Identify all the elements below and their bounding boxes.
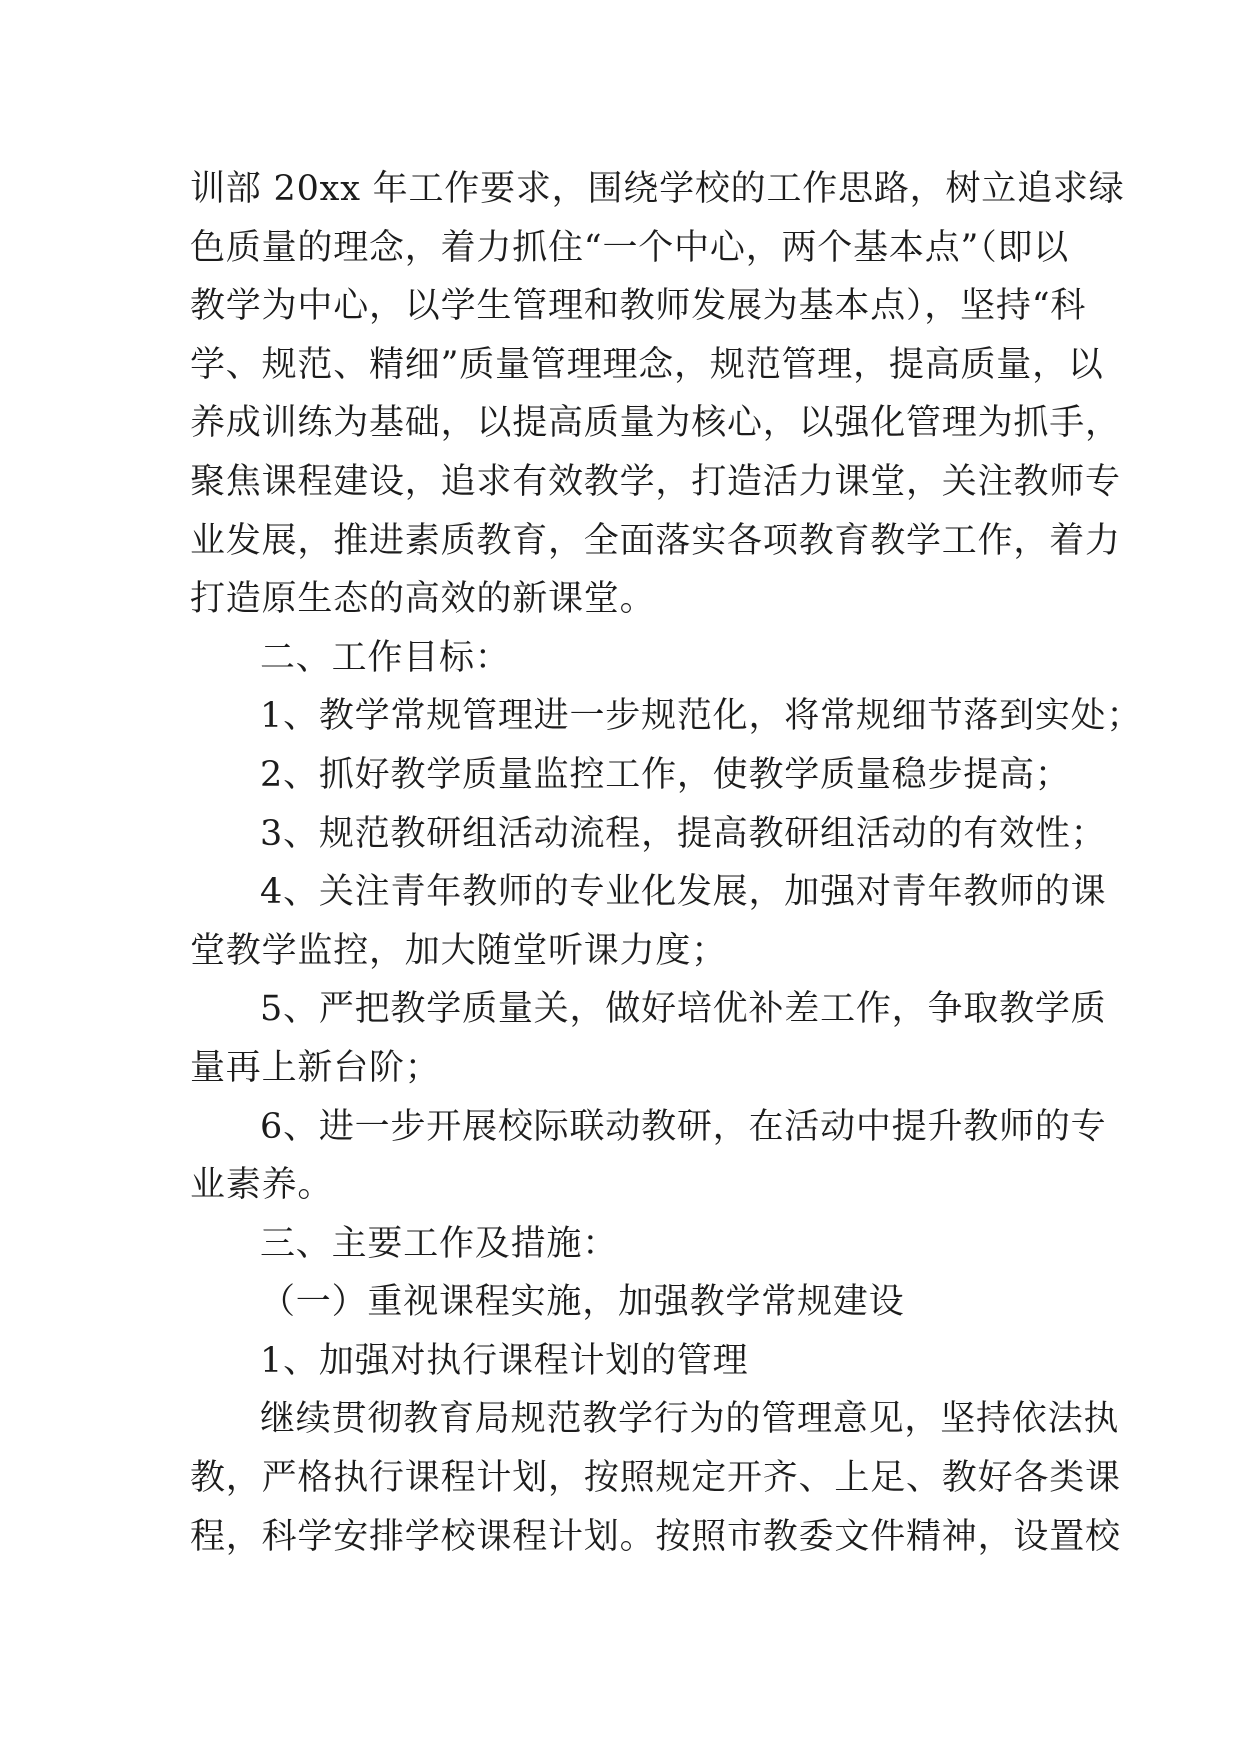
body-text — [190, 160, 1143, 1566]
text-line: 色质量的理念，着力抓住“一个中心，两个基本点”（即以 — [190, 227, 1070, 268]
section-heading: 二、工作目标： — [260, 637, 511, 678]
text-line: 堂教学监控，加大随堂听课力度； — [190, 930, 728, 971]
subsection-heading: （一）重视课程实施，加强教学常规建设 — [260, 1282, 905, 1323]
text-line: 养成训练为基础，以提高质量为核心，以强化管理为抓手， — [190, 403, 1121, 444]
goal-item: 5、严把教学质量关，做好培优补差工作，争取教学质 — [260, 989, 1107, 1030]
goal-item: 3、规范教研组活动流程，提高教研组活动的有效性； — [260, 813, 1107, 854]
text-line: 业素养。 — [190, 1165, 334, 1206]
text-line: 继续贯彻教育局规范教学行为的管理意见，坚持依法执 — [260, 1399, 1120, 1440]
text-line: 教学为中心，以学生管理和教师发展为基本点），坚持“科 — [190, 286, 1087, 327]
goal-item: 4、关注青年教师的专业化发展，加强对青年教师的课 — [260, 872, 1107, 913]
goal-item: 1、教学常规管理进一步规范化，将常规细节落到实处； — [260, 696, 1143, 737]
text-line: 学、规范、精细”质量管理理念，规范管理，提高质量，以 — [190, 344, 1104, 385]
text-line: 聚焦课程建设，追求有效教学，打造活力课堂，关注教师专 — [190, 461, 1121, 502]
text-line: 程，科学安排学校课程计划。按照市教委文件精神，设置校 — [190, 1516, 1121, 1557]
goal-item: 2、抓好教学质量监控工作，使教学质量稳步提高； — [260, 754, 1071, 795]
text-line: 教，严格执行课程计划，按照规定开齐、上足、教好各类课 — [190, 1458, 1121, 1499]
item-heading: 1、加强对执行课程计划的管理 — [260, 1340, 749, 1381]
text-line: 打造原生态的高效的新课堂。 — [190, 579, 656, 620]
text-line: 训部 20xx 年工作要求，围绕学校的工作思路，树立追求绿 — [190, 169, 1125, 209]
goal-item: 6、进一步开展校际联动教研，在活动中提升教师的专 — [260, 1106, 1107, 1147]
text-line: 业发展，推进素质教育，全面落实各项教育教学工作，着力 — [190, 520, 1121, 561]
section-heading: 三、主要工作及措施： — [260, 1223, 619, 1264]
text-line: 量再上新台阶； — [190, 1047, 441, 1088]
